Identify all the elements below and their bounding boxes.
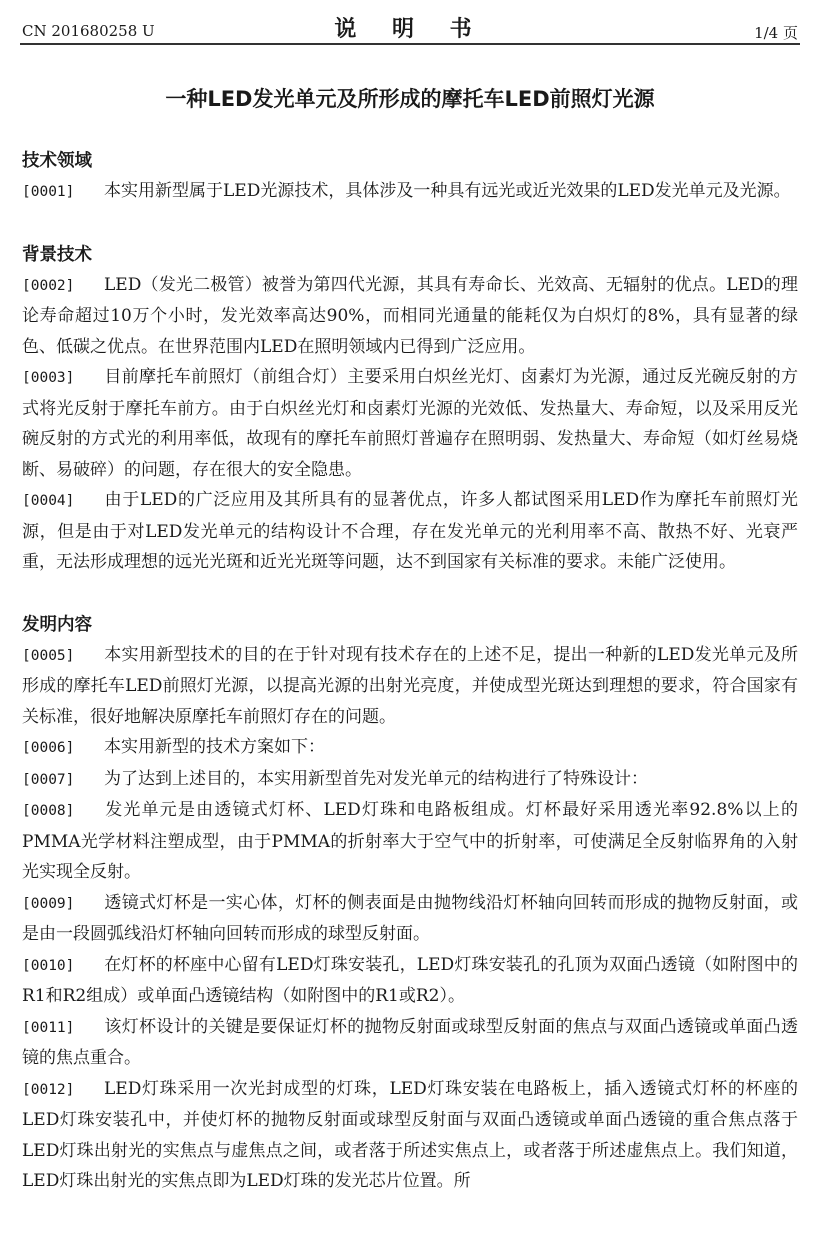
paragraph-number: [0005] [22, 647, 75, 664]
paragraph-text: 本实用新型的技术方案如下： [104, 737, 325, 757]
paragraph-number: [0009] [22, 895, 75, 912]
page-number: 1/4 页 [754, 24, 798, 42]
paragraph-text: 目前摩托车前照灯（前组合灯）主要采用白炽丝光灯、卤素灯为光源，通过反光碗反射的方式将光反射于摩托车前方。由于白炽丝光灯和卤素灯光源的光效低、发热量大、寿命短，以及采用反光碗反射的方式光的利用率低，故现有的摩托车前照灯普遍存在照明弱、发热量大、寿命短（如灯丝易烧断、易破碎）的问题，存在很大的安全隐患。 [22, 367, 798, 480]
paragraph [22, 795, 798, 888]
section-invention-content [22, 610, 798, 1197]
paragraph-text: 本实用新型属于LED光源技术，具体涉及一种具有远光或近光效果的LED发光单元及光源。 [104, 181, 791, 201]
paragraph-number: [0006] [22, 740, 75, 756]
document-title: 一种LED发光单元及所形成的摩托车LED前照灯光源 [165, 87, 655, 111]
paragraph-number: [0008] [22, 803, 75, 819]
paragraph [22, 888, 798, 950]
paragraph-number: [0003] [22, 370, 75, 386]
paragraph-number: [0012] [22, 1081, 75, 1098]
document-body [22, 146, 798, 1197]
paragraph-text: 本实用新型技术的目的在于针对现有技术存在的上述不足，提出一种新的LED发光单元及所形成的摩托车LED前照灯光源，以提高光源的出射光亮度，并使成型光斑达到理想的要求，符合国家有关标准，很好地解决原摩托车前照灯存在的问题。 [22, 644, 798, 727]
page-header [22, 12, 798, 42]
section-background [22, 240, 798, 578]
paragraph-text: 透镜式灯杯是一实心体，灯杯的侧表面是由抛物线沿灯杯轴向回转而形成的抛物反射面，或是由一段圆弧线沿灯杯轴向回转而形成的球型反射面。 [22, 892, 798, 944]
paragraph-text: LED灯珠采用一次光封成型的灯珠，LED灯珠安装在电路板上，插入透镜式灯杯的杯座的LED灯珠安装孔中，并使灯杯的抛物反射面或球型反射面与双面凸透镜或单面凸透镜的重合焦点落于LED灯珠出射光的实焦点与虚焦点之间，或者落于所述实焦点上，或者落于所述虚焦点上。我们知道，LED灯珠出射光的实焦点即为LED灯珠的发光芯片位置。所 [22, 1078, 798, 1191]
section-heading: 发明内容 [22, 614, 92, 635]
paragraph-number: [0004] [22, 493, 75, 509]
paragraph [22, 1074, 798, 1197]
paragraph-text: 由于LED的广泛应用及其所具有的显著优点，许多人都试图采用LED作为摩托车前照灯光源，但是由于对LED发光单元的结构设计不合理，存在发光单元的光利用率不高、散热不好、光衰严重，无法形成理想的远光光斑和近光光斑等问题，达不到国家有关标准的要求。未能广泛使用。 [22, 490, 798, 572]
paragraph-text: 该灯杯设计的关键是要保证灯杯的抛物反射面或球型反射面的焦点与双面凸透镜或单面凸透镜的焦点重合。 [22, 1016, 798, 1068]
section-heading: 背景技术 [22, 244, 92, 265]
paragraph [22, 764, 798, 796]
paragraph [22, 1012, 798, 1074]
paragraph [22, 362, 798, 485]
paragraph-number: [0001] [22, 184, 75, 200]
paragraph-text: 在灯杯的杯座中心留有LED灯珠安装孔，LED灯珠安装孔的孔顶为双面凸透镜（如附图中的R1和R2组成）或单面凸透镜结构（如附图中的R1或R2）。 [22, 954, 798, 1006]
paragraph [22, 485, 798, 578]
paragraph-number: [0007] [22, 771, 75, 788]
paragraph-text: LED（发光二极管）被誉为第四代光源，其具有寿命长、光效高、无辐射的优点。LED的理论寿命超过10万个小时，发光效率高达90%，而相同光通量的能耗仅为白炽灯的8%，具有显著的绿色、低碳之优点。在世界范围内LED在照明领域内已得到广泛应用。 [22, 274, 798, 357]
paragraph-text: 为了达到上述目的，本实用新型首先对发光单元的结构进行了特殊设计： [104, 768, 648, 789]
paragraph [22, 640, 798, 733]
paragraph-number: [0002] [22, 277, 75, 294]
document-type: 说 明 书 [334, 16, 486, 42]
header-rule [20, 43, 800, 45]
paragraph-number: [0011] [22, 1019, 75, 1036]
paragraph-text: 发光单元是由透镜式灯杯、LED灯珠和电路板组成。灯杯最好采用透光率92.8%以上的PMMA光学材料注塑成型，由于PMMA的折射率大于空气中的折射率，可使满足全反射临界角的入射光实现全反射。 [22, 800, 798, 882]
paragraph [22, 950, 798, 1012]
paragraph [22, 270, 798, 363]
publication-number: CN 201680258 U [22, 22, 155, 40]
section-heading: 技术领域 [22, 151, 92, 171]
paragraph-number: [0010] [22, 957, 75, 974]
section-technical-field [22, 146, 798, 208]
paragraph [22, 732, 798, 764]
paragraph [22, 176, 798, 208]
